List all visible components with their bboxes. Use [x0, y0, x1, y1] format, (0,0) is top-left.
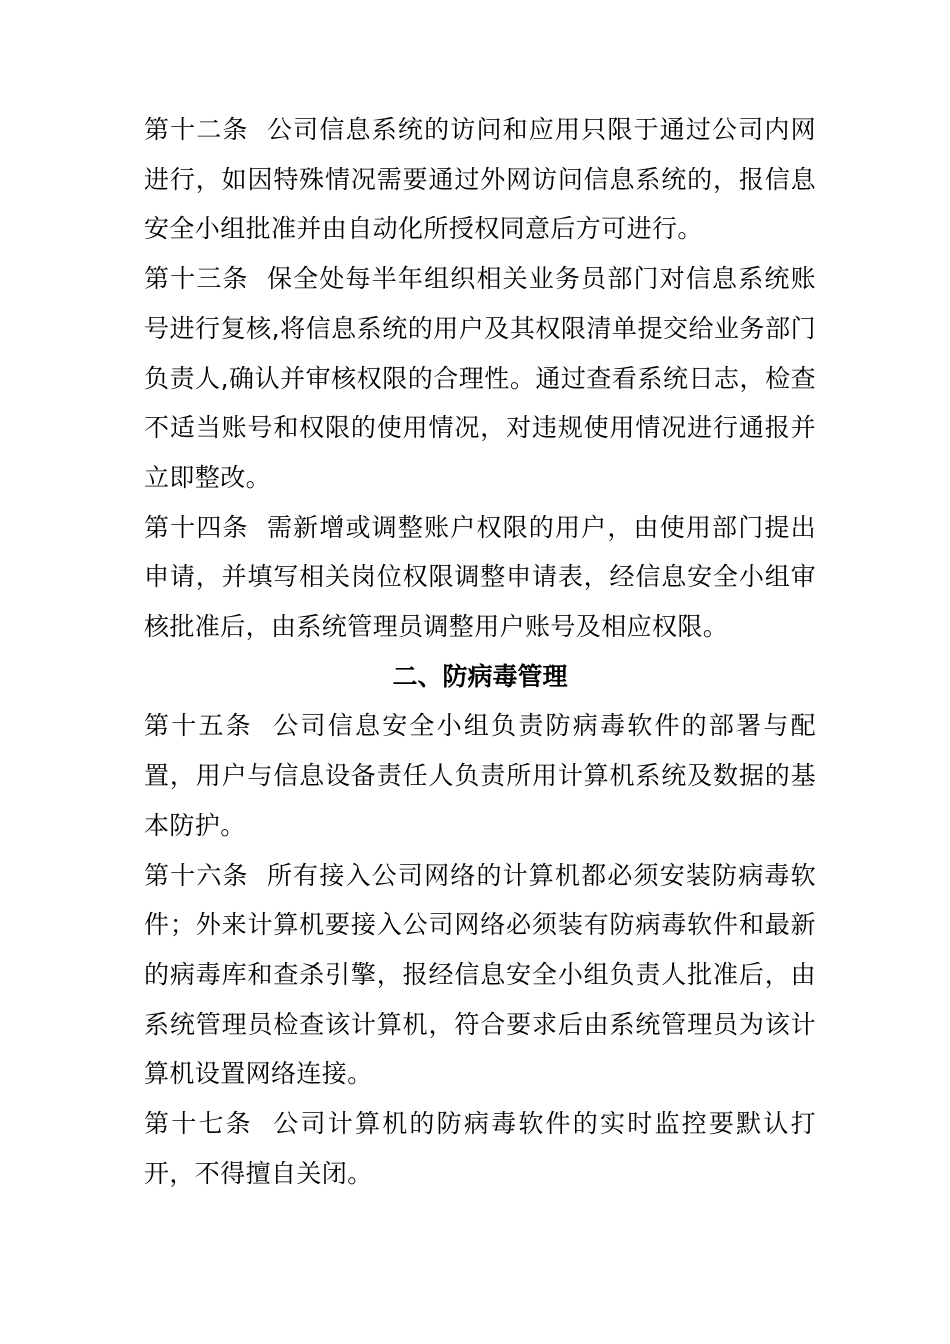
article-13-text: 保全处每半年组织相关业务员部门对信息系统账号进行复核,将信息系统的用户及其权限清单提交给业务部门负责人,确认并审核权限的合理性。通过查看系统日志，检查不适当账号和权限的使用情况，对违规使用情况进行通报并立即整改。	[144, 264, 817, 492]
article-12	[144, 105, 816, 254]
article-15	[144, 701, 816, 850]
article-17-label: 第十七条	[144, 1109, 253, 1139]
article-16	[144, 851, 816, 1100]
article-14	[144, 503, 816, 652]
section-heading: 二、防病毒管理	[392, 661, 568, 691]
article-14-text: 需新增或调整账户权限的用户，由使用部门提出申请，并填写相关岗位权限调整申请表，经信息安全小组审核批准后，由系统管理员调整用户账号及相应权限。	[144, 512, 817, 642]
article-15-text: 公司信息安全小组负责防病毒软件的部署与配置，用户与信息设备责任人负责所用计算机系统及数据的基本防护。	[144, 711, 816, 840]
article-13-label: 第十三条	[144, 264, 249, 294]
article-12-text: 公司信息系统的访问和应用只限于通过公司内网进行，如因特殊情况需要通过外网访问信息系统的，报信息安全小组批准并由自动化所授权同意后方可进行。	[144, 115, 817, 244]
article-13	[144, 254, 816, 503]
document-body	[144, 105, 816, 1198]
article-12-label: 第十二条	[144, 115, 249, 144]
article-16-label: 第十六条	[144, 860, 249, 890]
article-14-label: 第十四条	[144, 512, 249, 542]
article-16-text: 所有接入公司网络的计算机都必须安装防病毒软件；外来计算机要接入公司网络必须装有防病毒软件和最新的病毒库和查杀引擎，报经信息安全小组负责人批准后，由系统管理员检查该计算机，符合要求后由系统管理员为该计算机设置网络连接。	[144, 860, 817, 1089]
article-17-text: 公司计算机的防病毒软件的实时监控要默认打开，不得擅自关闭。	[144, 1109, 816, 1188]
article-15-label: 第十五条	[144, 711, 253, 741]
article-17	[144, 1099, 816, 1198]
